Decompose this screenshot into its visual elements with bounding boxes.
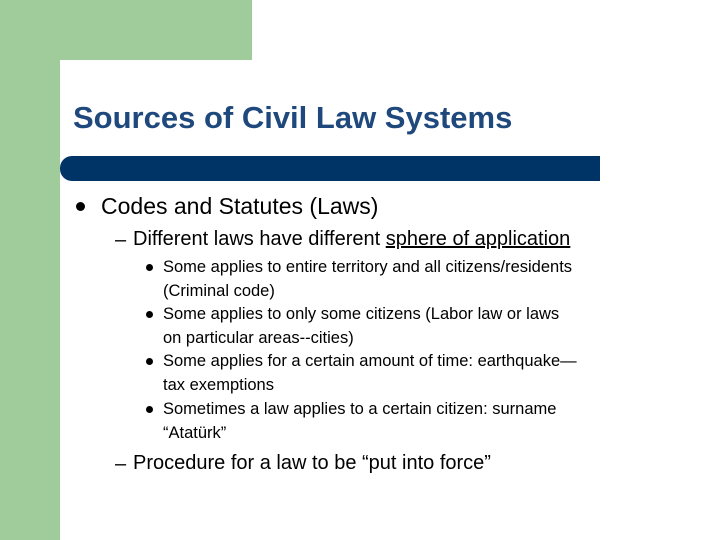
- list-item-line: (Criminal code): [163, 281, 275, 300]
- bullet-dot: [146, 406, 153, 413]
- list-item-line: tax exemptions: [163, 375, 274, 394]
- bullet-dot: [146, 264, 153, 271]
- sub-bullet-different-laws: [133, 228, 570, 251]
- green-top-band: [0, 0, 252, 60]
- dash-marker: –: [115, 229, 127, 251]
- bullet-dot: [146, 358, 153, 365]
- green-side-band: [0, 0, 60, 540]
- dash-marker: –: [115, 453, 127, 475]
- list-item-line: Sometimes a law applies to a certain citizen: surname: [163, 400, 557, 418]
- list-item-entire-territory: [163, 256, 572, 303]
- list-item-certain-citizen: [163, 398, 556, 445]
- title-underline-bar: [60, 156, 600, 181]
- list-item-line: Some applies to only some citizens (Labor law or laws: [163, 305, 560, 323]
- sub-bullet-procedure: Procedure for a law to be “put into force”: [133, 452, 491, 474]
- list-item-amount-of-time: [163, 350, 577, 397]
- bullet-codes-and-statutes: Codes and Statutes (Laws): [101, 193, 379, 219]
- underlined-phrase: sphere of application: [385, 228, 571, 250]
- slide-title: Sources of Civil Law Systems: [73, 100, 513, 135]
- list-item-line: Some applies to entire territory and all citizens/residents: [163, 258, 573, 276]
- list-item-line: on particular areas--cities): [163, 328, 354, 347]
- bullet-dot: [146, 311, 153, 318]
- list-item-line: Some applies for a certain amount of time: earthquake—: [163, 352, 577, 370]
- sub-bullet-text: Different laws have different: [133, 228, 386, 250]
- list-item-some-citizens: [163, 303, 559, 350]
- list-item-line: “Atatürk”: [163, 423, 227, 442]
- bullet-dot: [76, 202, 85, 211]
